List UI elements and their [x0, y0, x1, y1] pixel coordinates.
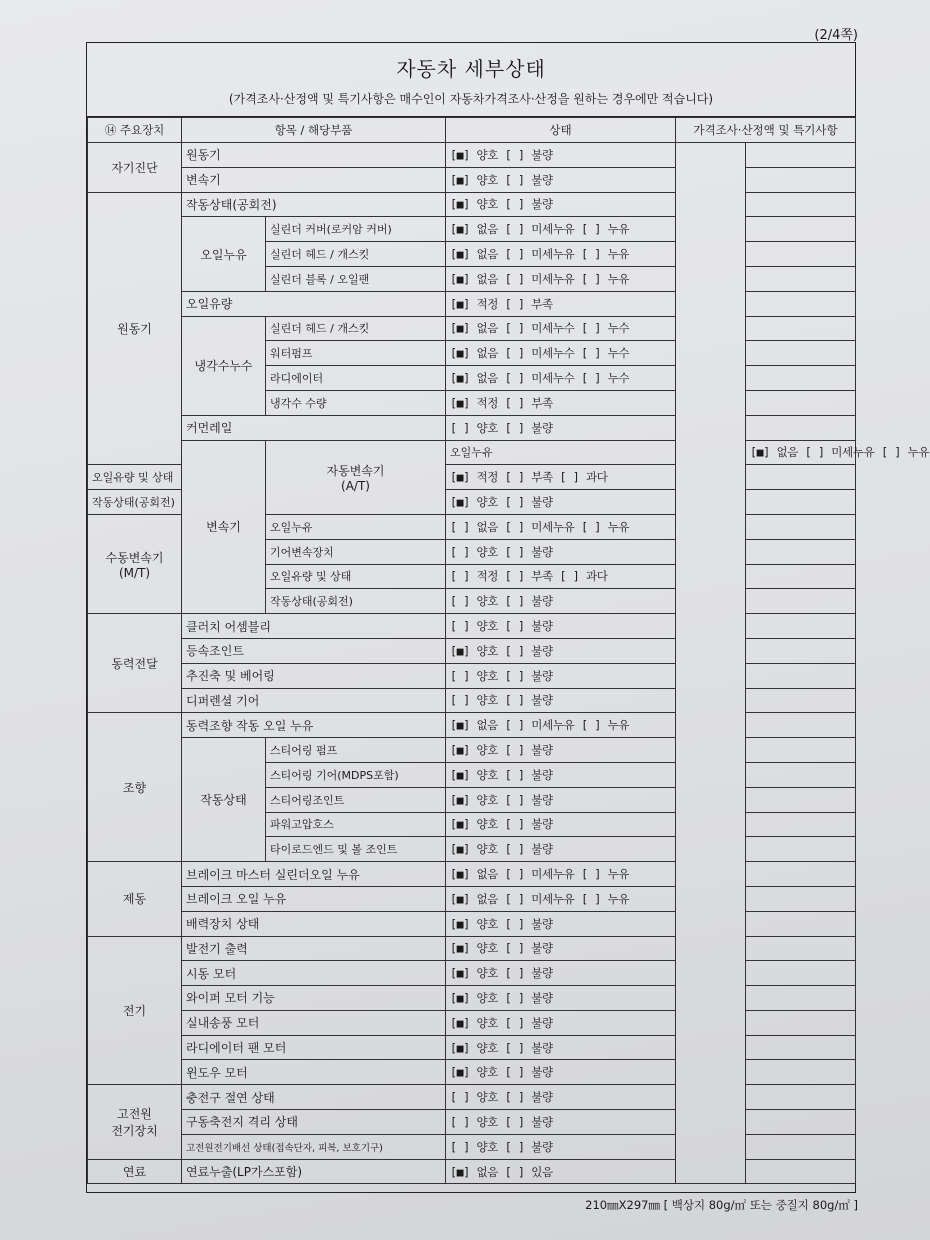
status-cell: [■] 양호 [ ] 불량 — [446, 837, 676, 862]
category-steering: 조향 — [88, 713, 182, 862]
status-cell: [■] 양호 [ ] 불량 — [446, 1035, 676, 1060]
header-main: ⑭ 주요장치 — [88, 118, 182, 143]
item-label: 구동축전지 격리 상태 — [182, 1110, 446, 1135]
price-cell — [746, 614, 856, 639]
category-engine: 원동기 — [88, 192, 182, 465]
item-label: 냉각수 수량 — [266, 390, 446, 415]
price-cell — [746, 1085, 856, 1110]
price-cell — [746, 465, 856, 490]
subcategory-steering-operation: 작동상태 — [182, 738, 266, 862]
item-label: 디퍼렌셜 기어 — [182, 688, 446, 713]
status-cell: [■] 없음 [ ] 미세누유 [ ] 누유 — [446, 242, 676, 267]
status-cell: [■] 양호 [ ] 불량 — [446, 1060, 676, 1085]
table-row — [88, 143, 856, 168]
status-cell: [■] 양호 [ ] 불량 — [446, 490, 676, 515]
status-cell: [ ] 양호 [ ] 불량 — [446, 1134, 676, 1159]
item-label: 오일유량 및 상태 — [88, 465, 182, 490]
category-electric: 전기 — [88, 936, 182, 1085]
price-cell — [746, 316, 856, 341]
header-row — [88, 118, 856, 143]
status-cell: [ ] 양호 [ ] 불량 — [446, 589, 676, 614]
status-cell: [■] 양호 [ ] 불량 — [446, 1010, 676, 1035]
status-cell: [■] 없음 [ ] 미세누수 [ ] 누수 — [446, 341, 676, 366]
price-cell — [746, 167, 856, 192]
price-cell — [746, 143, 856, 168]
item-label: 워터펌프 — [266, 341, 446, 366]
status-cell: [■] 양호 [ ] 불량 — [446, 638, 676, 663]
status-cell: [■] 없음 [ ] 미세누유 [ ] 누유 — [746, 440, 856, 465]
form-title: 자동차 세부상태 — [396, 57, 546, 81]
price-cell — [746, 936, 856, 961]
price-cell — [746, 490, 856, 515]
item-label: 브레이크 오일 누유 — [182, 886, 446, 911]
status-cell: [ ] 양호 [ ] 불량 — [446, 688, 676, 713]
item-label: 윈도우 모터 — [182, 1060, 446, 1085]
item-label: 추진축 및 베어링 — [182, 663, 446, 688]
price-cell — [746, 713, 856, 738]
subcategory-label: (M/T) — [118, 565, 151, 580]
status-cell: [ ] 양호 [ ] 불량 — [446, 663, 676, 688]
item-label: 동력조향 작동 오일 누유 — [182, 713, 446, 738]
price-cell — [746, 242, 856, 267]
item-label: 원동기 — [182, 143, 446, 168]
price-cell — [746, 1010, 856, 1035]
status-cell: [■] 없음 [ ] 있음 — [446, 1159, 676, 1184]
price-cell — [746, 341, 856, 366]
status-cell: [■] 양호 [ ] 불량 — [446, 911, 676, 936]
status-cell: [■] 없음 [ ] 미세누유 [ ] 누유 — [446, 266, 676, 291]
price-cell — [746, 1134, 856, 1159]
item-label: 오일유량 — [182, 291, 446, 316]
price-cell — [746, 812, 856, 837]
category-high-voltage — [88, 1085, 182, 1159]
price-cell — [746, 1060, 856, 1085]
item-label: 충전구 절연 상태 — [182, 1085, 446, 1110]
price-cell — [746, 539, 856, 564]
price-cell — [746, 564, 856, 589]
item-label: 라디에이터 팬 모터 — [182, 1035, 446, 1060]
subcategory-oil-leak: 오일누유 — [182, 217, 266, 291]
item-label: 등속조인트 — [182, 638, 446, 663]
item-label: 실린더 헤드 / 개스킷 — [266, 316, 446, 341]
status-cell: [ ] 양호 [ ] 불량 — [446, 1110, 676, 1135]
status-cell: [ ] 양호 [ ] 불량 — [446, 614, 676, 639]
form-frame — [86, 42, 930, 1193]
status-cell: [■] 없음 [ ] 미세누수 [ ] 누수 — [446, 316, 676, 341]
item-label: 실린더 블록 / 오일팬 — [266, 266, 446, 291]
item-label: 작동상태(공회전) — [88, 490, 182, 515]
price-cell — [746, 192, 856, 217]
item-label: 클러치 어셈블리 — [182, 614, 446, 639]
item-label: 실린더 헤드 / 개스킷 — [266, 242, 446, 267]
item-label: 변속기 — [182, 167, 446, 192]
item-label: 타이로드엔드 및 볼 조인트 — [266, 837, 446, 862]
item-label: 스티어링 펌프 — [266, 738, 446, 763]
item-label: 파워고압호스 — [266, 812, 446, 837]
price-cell — [746, 390, 856, 415]
item-label: 브레이크 마스터 실린더오일 누유 — [182, 862, 446, 887]
paper-spec-footer: 210㎜X297㎜ [ 백상지 80g/㎡ 또는 중질지 80g/㎡ ] — [585, 1198, 858, 1212]
status-cell: [■] 양호 [ ] 불량 — [446, 192, 676, 217]
price-cell — [746, 1110, 856, 1135]
price-notes-cell — [676, 143, 746, 1184]
price-cell — [746, 961, 856, 986]
status-cell: [■] 없음 [ ] 미세누유 [ ] 누유 — [446, 713, 676, 738]
status-cell: [■] 없음 [ ] 미세누유 [ ] 누유 — [446, 862, 676, 887]
price-cell — [746, 1159, 856, 1184]
item-label: 기어변속장치 — [266, 539, 446, 564]
status-cell: [■] 양호 [ ] 불량 — [446, 738, 676, 763]
item-label: 작동상태(공회전) — [182, 192, 446, 217]
status-cell: [■] 없음 [ ] 미세누수 [ ] 누수 — [446, 366, 676, 391]
inspection-table — [87, 117, 930, 1184]
category-brake: 제동 — [88, 862, 182, 936]
price-cell — [746, 787, 856, 812]
item-label: 오일유량 및 상태 — [266, 564, 446, 589]
status-cell: [■] 적정 [ ] 부족 [ ] 과다 — [446, 465, 676, 490]
page-number: (2/4쪽) — [814, 28, 858, 43]
subcategory-label: 자동변속기 — [326, 463, 385, 478]
price-cell — [746, 638, 856, 663]
status-cell: [■] 양호 [ ] 불량 — [446, 762, 676, 787]
price-cell — [746, 415, 856, 440]
item-label: 스티어링조인트 — [266, 787, 446, 812]
category-fuel: 연료 — [88, 1159, 182, 1184]
category-power-train: 동력전달 — [88, 614, 182, 713]
item-label: 연료누출(LP가스포함) — [182, 1159, 446, 1184]
category-label: 전기장치 — [111, 1123, 158, 1138]
price-cell — [746, 589, 856, 614]
item-label: 고전원전기배선 상태(접속단자, 피복, 보호기구) — [182, 1134, 446, 1159]
price-cell — [746, 837, 856, 862]
price-cell — [746, 266, 856, 291]
subcategory-manual-transmission — [88, 514, 182, 613]
subcategory-label: 수동변속기 — [105, 550, 164, 565]
price-cell — [746, 663, 856, 688]
price-cell — [746, 738, 856, 763]
price-cell — [746, 862, 856, 887]
item-label: 작동상태(공회전) — [266, 589, 446, 614]
status-cell: [■] 없음 [ ] 미세누유 [ ] 누유 — [446, 217, 676, 242]
price-cell — [746, 762, 856, 787]
header-status: 상태 — [446, 118, 676, 143]
status-cell: [ ] 양호 [ ] 불량 — [446, 415, 676, 440]
item-label: 배력장치 상태 — [182, 911, 446, 936]
status-cell: [■] 양호 [ ] 불량 — [446, 812, 676, 837]
price-cell — [746, 986, 856, 1011]
price-cell — [746, 886, 856, 911]
item-label: 오일누유 — [266, 514, 446, 539]
status-cell: [ ] 없음 [ ] 미세누유 [ ] 누유 — [446, 514, 676, 539]
status-cell: [ ] 적정 [ ] 부족 [ ] 과다 — [446, 564, 676, 589]
subcategory-label: (A/T) — [341, 478, 370, 493]
item-label: 라디에이터 — [266, 366, 446, 391]
item-label: 와이퍼 모터 기능 — [182, 986, 446, 1011]
status-cell: [■] 적정 [ ] 부족 — [446, 390, 676, 415]
price-cell — [746, 688, 856, 713]
header-price: 가격조사·산정액 및 특기사항 — [676, 118, 856, 143]
item-label: 발전기 출력 — [182, 936, 446, 961]
status-cell: [■] 양호 [ ] 불량 — [446, 936, 676, 961]
status-cell: [■] 양호 [ ] 불량 — [446, 167, 676, 192]
item-label: 실린더 커버(로커암 커버) — [266, 217, 446, 242]
price-cell — [746, 1035, 856, 1060]
status-cell: [■] 양호 [ ] 불량 — [446, 787, 676, 812]
item-label: 실내송풍 모터 — [182, 1010, 446, 1035]
subcategory-coolant: 냉각수누수 — [182, 316, 266, 415]
status-cell: [■] 없음 [ ] 미세누유 [ ] 누유 — [446, 886, 676, 911]
header-item: 항목 / 해당부품 — [182, 118, 446, 143]
price-cell — [746, 366, 856, 391]
status-cell: [ ] 양호 [ ] 불량 — [446, 1085, 676, 1110]
item-label: 시동 모터 — [182, 961, 446, 986]
status-cell: [■] 적정 [ ] 부족 — [446, 291, 676, 316]
price-cell — [746, 217, 856, 242]
price-cell — [746, 291, 856, 316]
category-selfdiag: 자기진단 — [88, 143, 182, 193]
subcategory-auto-transmission — [266, 440, 446, 514]
price-cell — [746, 911, 856, 936]
item-label: 스티어링 기어(MDPS포함) — [266, 762, 446, 787]
item-label: 오일누유 — [446, 440, 676, 465]
status-cell: [ ] 양호 [ ] 불량 — [446, 539, 676, 564]
title-box — [87, 43, 855, 117]
item-label: 커먼레일 — [182, 415, 446, 440]
category-transmission: 변속기 — [182, 440, 266, 614]
form-subtitle: (가격조사·산정액 및 특기사항은 매수인이 자동차가격조사·산정을 원하는 경우에만 적습니다) — [228, 92, 714, 106]
status-cell: [■] 양호 [ ] 불량 — [446, 143, 676, 168]
category-label: 고전원 — [117, 1106, 152, 1121]
status-cell: [■] 양호 [ ] 불량 — [446, 961, 676, 986]
status-cell: [■] 양호 [ ] 불량 — [446, 986, 676, 1011]
price-cell — [746, 514, 856, 539]
